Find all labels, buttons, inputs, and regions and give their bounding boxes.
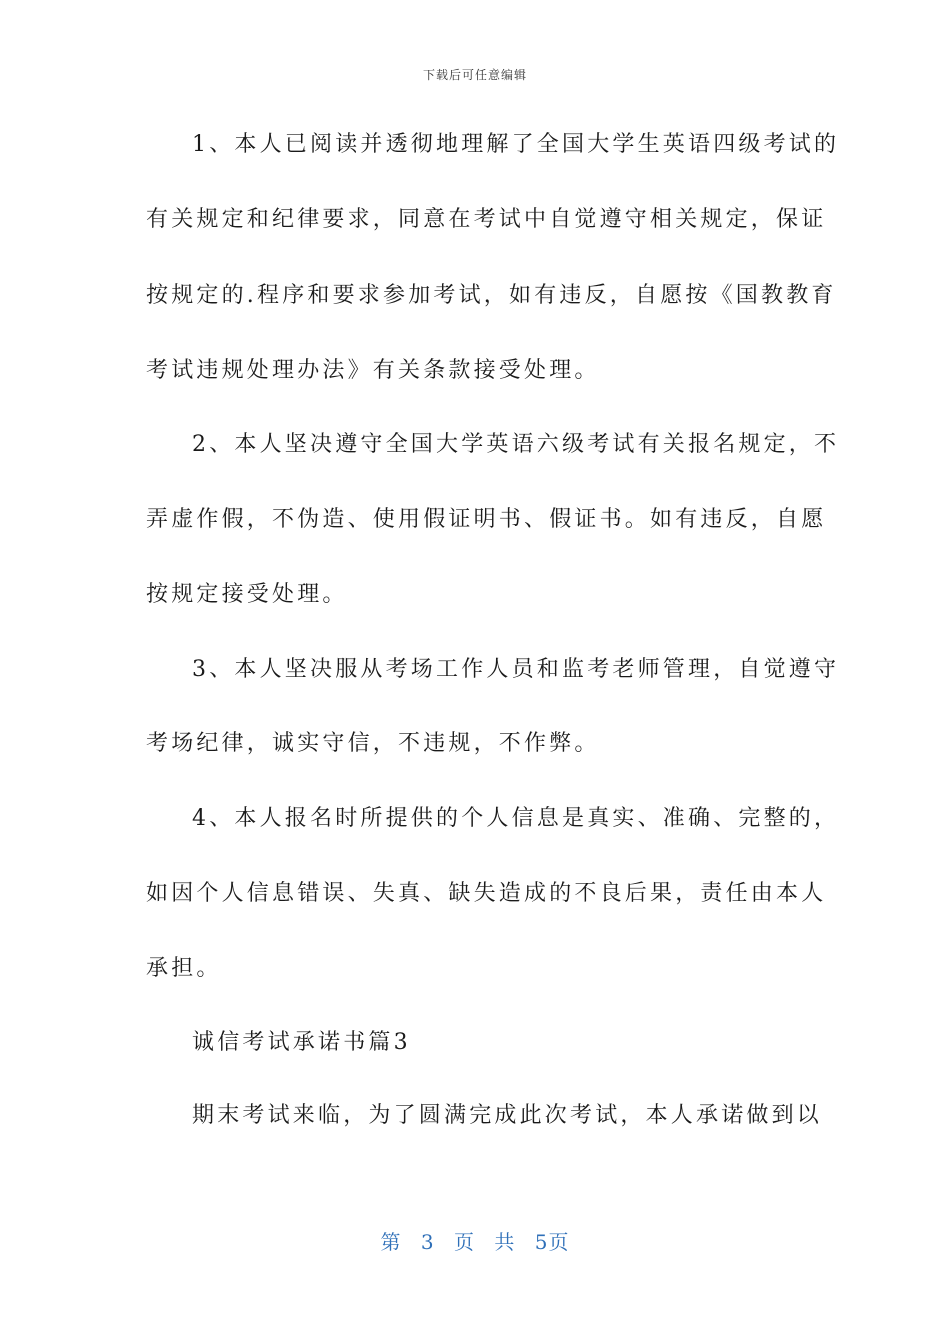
header-note: 下载后可任意编辑 [422,68,527,82]
paragraph-line: 1、本人已阅读并透彻地理解了全国大学生英语四级考试的 [192,132,840,157]
paragraph-line: 如因个人信息错误、失真、缺失造成的不良后果，责任由本人 [146,881,827,906]
paragraph-line: 弄虚作假，不伪造、使用假证明书、假证书。如有违反，自愿 [146,507,827,532]
page-number-footer [0,1226,950,1255]
total-pages: 5页 [534,1230,570,1254]
paragraph-line: 按规定的.程序和要求参加考试，如有违反，自愿按《国教教育 [146,283,837,308]
paragraph-line: 承担。 [146,956,222,981]
paragraph-line: 按规定接受处理。 [146,582,348,607]
paragraph-line: 考场纪律，诚实守信，不违规，不作弊。 [146,731,600,756]
current-page-number: 3 [420,1230,435,1254]
paragraph-line: 3、本人坚决服从考场工作人员和监考老师管理，自觉遵守 [192,657,840,682]
paragraph-line: 期末考试来临，为了圆满完成此次考试，本人承诺做到以 [192,1103,823,1128]
page-label-di: 第 [380,1230,402,1254]
page-label-gong: 共 [494,1230,516,1254]
paragraph-line: 有关规定和纪律要求，同意在考试中自觉遵守相关规定，保证 [146,207,827,232]
paragraph-line: 考试违规处理办法》有关条款接受处理。 [146,358,600,383]
section-heading: 诚信考试承诺书篇3 [192,1030,411,1055]
page-label-ye: 页 [454,1230,475,1254]
paragraph-line: 2、本人坚决遵守全国大学英语六级考试有关报名规定，不 [192,432,840,457]
paragraph-line: 4、本人报名时所提供的个人信息是真实、准确、完整的， [192,806,840,831]
